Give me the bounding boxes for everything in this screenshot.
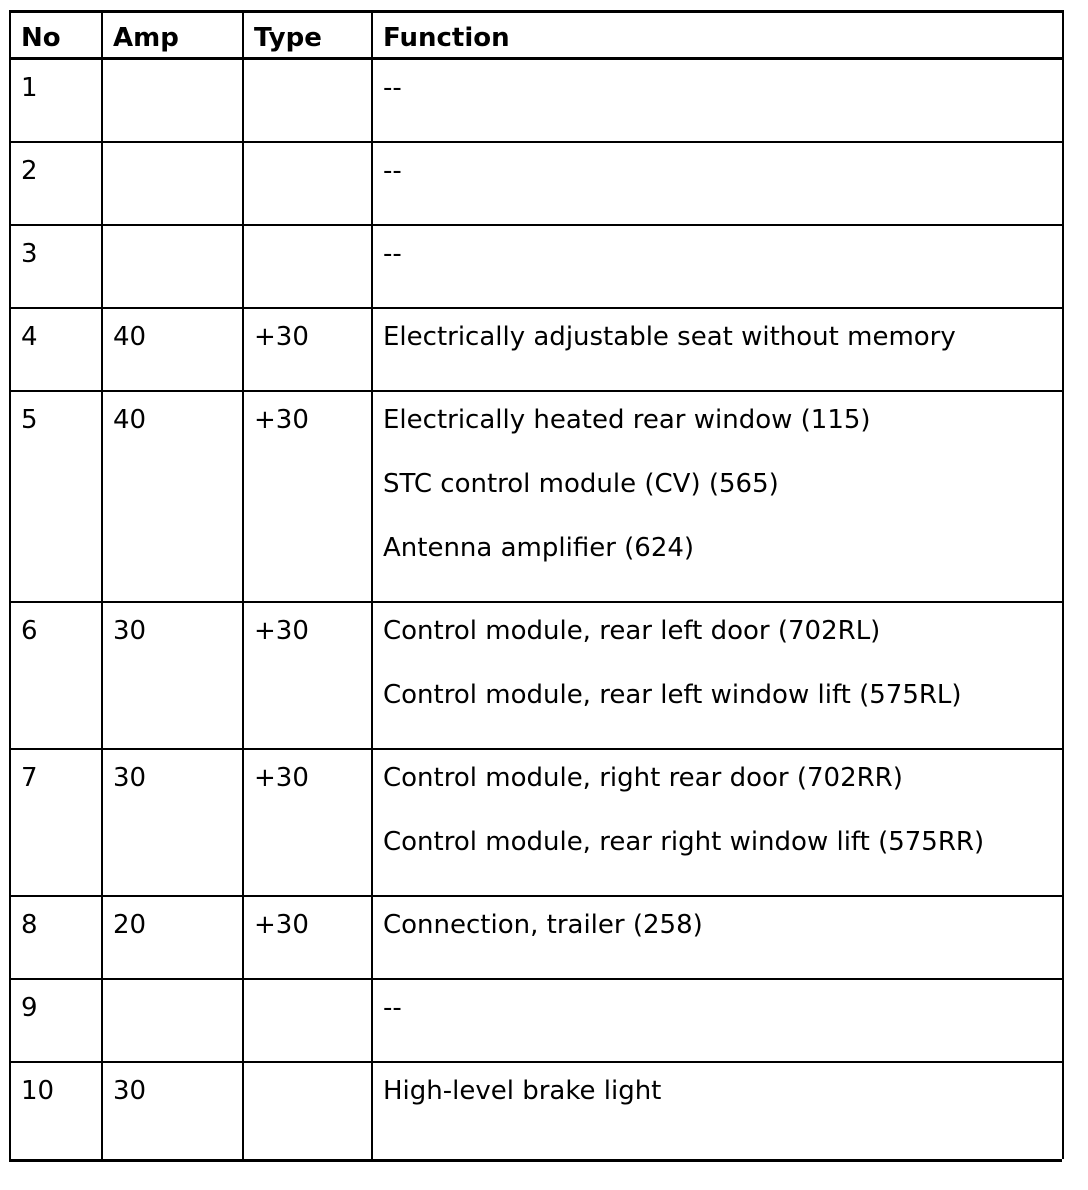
function-line: Control module, rear left window lift (575RL) [383, 679, 962, 710]
cell-amp [102, 142, 243, 225]
table-row [10, 142, 1063, 225]
table-bottom-rule [9, 1159, 1062, 1162]
cell-function [372, 225, 1063, 308]
function-line: Antenna amplifier (624) [383, 532, 695, 563]
cell-amp: 30 [102, 1062, 243, 1159]
function-line: Control module, rear left door (702RL) [383, 615, 881, 646]
cell-type [243, 979, 372, 1062]
cell-amp: 40 [102, 391, 243, 602]
function-line: STC control module (CV) (565) [383, 468, 779, 499]
cell-no: 4 [10, 308, 102, 391]
cell-no: 6 [10, 602, 102, 749]
cell-no: 2 [10, 142, 102, 225]
cell-type: +30 [243, 308, 372, 391]
cell-function [372, 142, 1063, 225]
header-type: Type [243, 12, 372, 59]
cell-type: +30 [243, 602, 372, 749]
cell-function [372, 59, 1063, 142]
cell-function [372, 308, 1063, 391]
cell-amp [102, 979, 243, 1062]
cell-no: 8 [10, 896, 102, 979]
cell-function [372, 896, 1063, 979]
cell-function [372, 602, 1063, 749]
table-row [10, 896, 1063, 979]
cell-no: 3 [10, 225, 102, 308]
function-line: Electrically heated rear window (115) [383, 404, 871, 435]
cell-type: +30 [243, 391, 372, 602]
cell-type: +30 [243, 749, 372, 896]
function-line: -- [383, 238, 402, 269]
cell-function [372, 1062, 1063, 1159]
cell-amp: 20 [102, 896, 243, 979]
cell-no: 5 [10, 391, 102, 602]
cell-amp [102, 59, 243, 142]
table-row [10, 979, 1063, 1062]
header-amp: Amp [102, 12, 243, 59]
function-line: -- [383, 992, 402, 1023]
fuse-table-container [9, 10, 1062, 1159]
header-function: Function [372, 12, 1063, 59]
function-line: Control module, rear right window lift (575RR) [383, 826, 985, 857]
cell-type: +30 [243, 896, 372, 979]
table-row [10, 749, 1063, 896]
table-row [10, 59, 1063, 142]
cell-type [243, 1062, 372, 1159]
table-row [10, 602, 1063, 749]
function-line: Control module, right rear door (702RR) [383, 762, 903, 793]
header-no: No [10, 12, 102, 59]
cell-amp: 30 [102, 749, 243, 896]
function-line: -- [383, 73, 402, 103]
cell-no: 10 [10, 1062, 102, 1159]
cell-function [372, 391, 1063, 602]
table-row [10, 225, 1063, 308]
function-line: Connection, trailer (258) [383, 909, 703, 940]
cell-type [243, 59, 372, 142]
cell-amp: 30 [102, 602, 243, 749]
function-line: -- [383, 155, 402, 186]
cell-function [372, 979, 1063, 1062]
cell-no: 9 [10, 979, 102, 1062]
cell-type [243, 142, 372, 225]
cell-amp [102, 225, 243, 308]
cell-type [243, 225, 372, 308]
cell-amp: 40 [102, 308, 243, 391]
cell-no: 7 [10, 749, 102, 896]
header-row [10, 12, 1063, 59]
cell-no: 1 [10, 59, 102, 142]
table-row [10, 391, 1063, 602]
table-row [10, 1062, 1063, 1159]
function-line: Electrically adjustable seat without memory [383, 321, 956, 352]
fuse-table [9, 10, 1064, 1159]
function-line: High-level brake light [383, 1075, 662, 1106]
table-row [10, 308, 1063, 391]
cell-function [372, 749, 1063, 896]
